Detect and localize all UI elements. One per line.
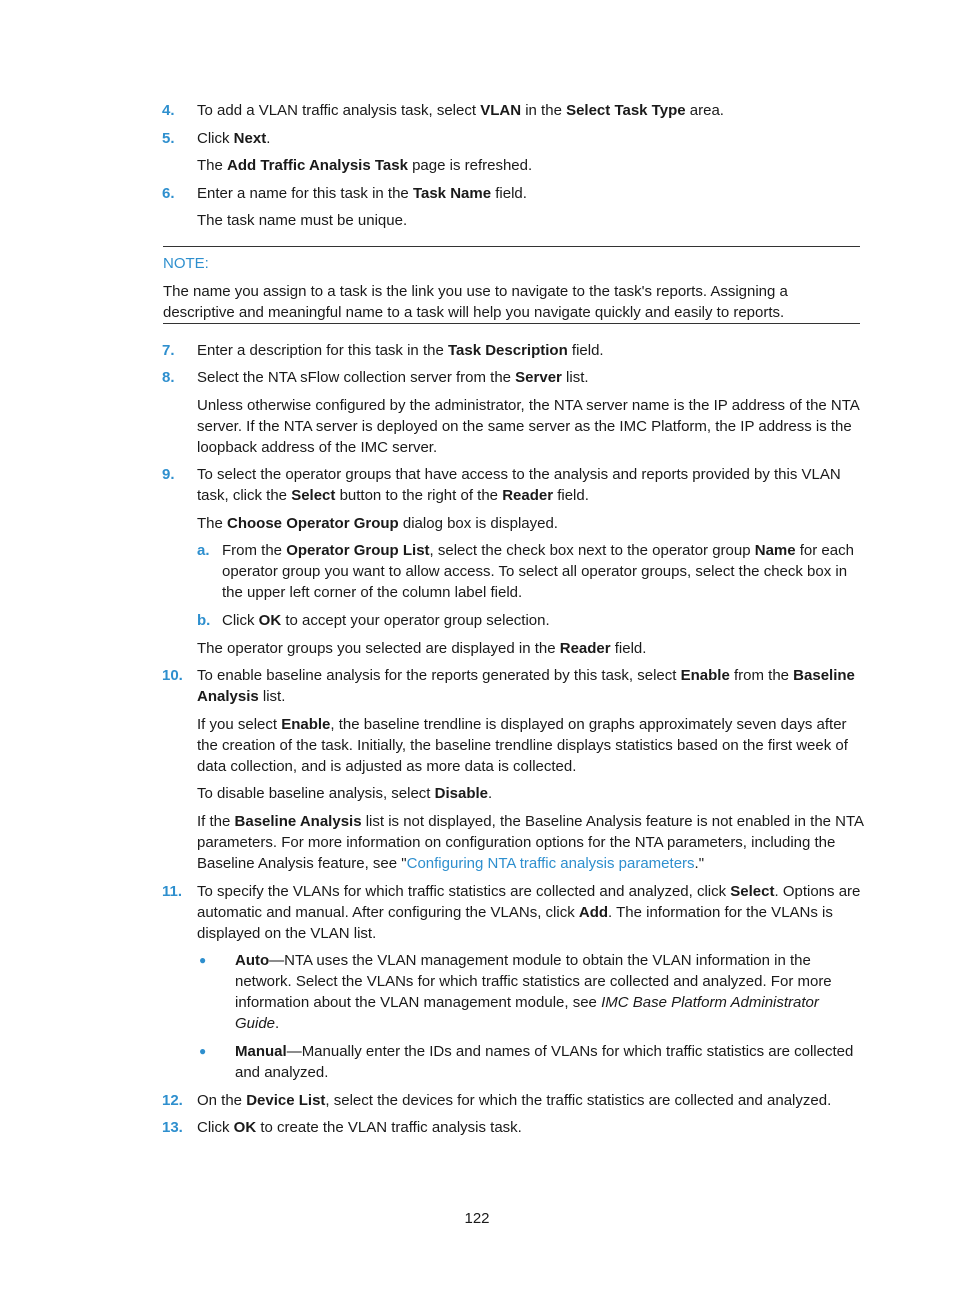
step-number: 7. — [162, 342, 175, 359]
bullet-text: Auto—NTA uses the VLAN management module to obtain the VLAN information in the network. Select the VLANs for which traffic statistics are collected and analyzed. For more information about the VLAN management module, see IMC Base Platform Administrator Guide. — [235, 952, 832, 1032]
step-number: 11. — [162, 883, 183, 900]
step-13 — [162, 1117, 864, 1138]
step-number: 13. — [162, 1119, 183, 1136]
step-text: Select the NTA sFlow collection server from the Server list. — [197, 369, 589, 386]
step-text: To enable baseline analysis for the reports generated by this task, select Enable from the Baseline Analysis list. — [197, 667, 855, 705]
step-number: 6. — [162, 185, 175, 202]
step-7 — [162, 340, 864, 361]
substep-text: Click OK to accept your operator group selection. — [222, 612, 550, 629]
step-text: Click OK to create the VLAN traffic analysis task. — [197, 1119, 522, 1136]
substep-text: From the Operator Group List, select the check box next to the operator group Name for each operator group you want to allow access. To select all operator groups, select the check box in the upper left corner of the column label field. — [222, 542, 854, 601]
step-10-detail-2: To disable baseline analysis, select Disable. — [197, 785, 493, 802]
step-9-final: The operator groups you selected are displayed in the Reader field. — [197, 640, 647, 657]
note-top-rule — [163, 246, 860, 247]
step-9 — [162, 464, 864, 506]
page-number: 122 — [464, 1210, 490, 1227]
step-12 — [162, 1090, 864, 1111]
step-text: Click Next. — [197, 130, 271, 147]
step-text: Enter a name for this task in the Task Name field. — [197, 185, 527, 202]
step-8 — [162, 367, 864, 388]
step-text: To specify the VLANs for which traffic statistics are collected and analyzed, click Select. Options are automatic and manual. After configuring the VLANs, click Add. The information for the VLANs is displayed on the VLAN list. — [197, 883, 861, 942]
step-10-detail-3: If the Baseline Analysis list is not displayed, the Baseline Analysis feature is not enabled in the NTA parameters. For more information on configuration options for the NTA parameters, including the Baseline Analysis feature, see "Configuring NTA traffic analysis parameters." — [197, 813, 864, 872]
step-number: 4. — [162, 102, 175, 119]
note-bottom-rule — [163, 323, 860, 324]
bullet-manual — [197, 1041, 864, 1083]
step-10 — [162, 665, 864, 707]
step-8-detail: Unless otherwise configured by the administrator, the NTA server name is the IP address of the NTA server. If the NTA server is deployed on the same server as the IMC Platform, the IP address is the loopback address of the IMC server. — [197, 397, 859, 456]
bullet-icon: ● — [199, 1044, 207, 1058]
step-text: To add a VLAN traffic analysis task, select VLAN in the Select Task Type area. — [197, 102, 724, 119]
substep-a — [197, 540, 864, 603]
step-5-result: The Add Traffic Analysis Task page is refreshed. — [197, 157, 533, 174]
step-6 — [162, 183, 864, 204]
note-text: The name you assign to a task is the link you use to navigate to the task's reports. Assigning a descriptive and meaningful name to a task will help you navigate quickly and easily to reports. — [163, 283, 788, 321]
step-number: 12. — [162, 1092, 183, 1109]
bullet-icon: ● — [199, 953, 207, 967]
step-number: 5. — [162, 130, 175, 147]
step-text: On the Device List, select the devices for which the traffic statistics are collected and analyzed. — [197, 1092, 832, 1109]
step-number: 8. — [162, 369, 175, 386]
bullet-text: Manual—Manually enter the IDs and names of VLANs for which traffic statistics are collected and analyzed. — [235, 1043, 854, 1081]
bullet-auto — [197, 950, 864, 1034]
step-number: 10. — [162, 667, 183, 684]
step-5 — [162, 128, 864, 149]
substep-b — [197, 610, 864, 631]
step-11 — [162, 881, 864, 944]
substep-letter: a. — [197, 542, 210, 559]
step-9-result: The Choose Operator Group dialog box is displayed. — [197, 515, 558, 532]
note-label: NOTE: — [163, 255, 209, 272]
nta-parameters-link[interactable]: Configuring NTA traffic analysis parameters — [406, 855, 695, 872]
substep-letter: b. — [197, 612, 211, 629]
step-text: Enter a description for this task in the Task Description field. — [197, 342, 604, 359]
step-4 — [162, 100, 864, 121]
step-number: 9. — [162, 466, 175, 483]
step-text: To select the operator groups that have access to the analysis and reports provided by this VLAN task, click the Select button to the right of the Reader field. — [197, 466, 841, 504]
step-6-result: The task name must be unique. — [197, 212, 408, 229]
step-10-detail-1: If you select Enable, the baseline trendline is displayed on graphs approximately seven days after the creation of the task. Initially, the baseline trendline displays statistics based on the first week of data collection, and is adjusted as more data is collected. — [197, 716, 848, 775]
